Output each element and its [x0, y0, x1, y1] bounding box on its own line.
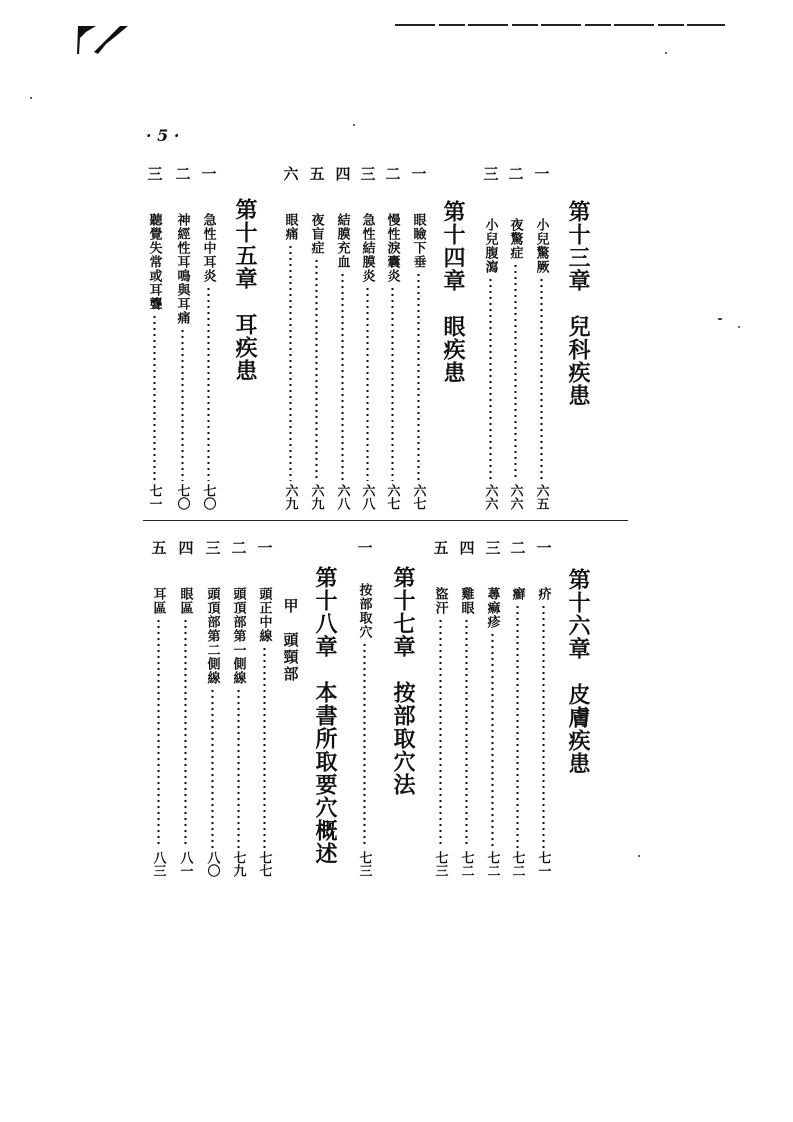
entry-number: 三 — [481, 166, 500, 181]
entry-number: 五 — [307, 166, 326, 181]
entry-number: 四 — [176, 540, 195, 555]
chapter-16-title: 第十六章 皮膚疾患 — [565, 568, 591, 775]
toc-entry[interactable] — [509, 218, 522, 510]
scan-speck — [738, 326, 740, 328]
entry-number: 一 — [534, 540, 553, 555]
entry-title: 耳區 — [150, 587, 166, 615]
entry-title: 雞眼 — [458, 587, 474, 615]
entry-number: 二 — [173, 166, 192, 181]
entry-page: 六六 — [482, 484, 498, 510]
toc-entry[interactable] — [412, 213, 425, 510]
entry-title: 急性結膜炎 — [359, 213, 375, 283]
entry-page: 七三 — [356, 851, 372, 877]
toc-entry[interactable] — [361, 213, 374, 510]
entry-page: 七〇 — [200, 484, 216, 510]
toc-entry[interactable] — [206, 587, 219, 877]
entry-page: 八一 — [177, 851, 193, 877]
leader-dots — [363, 642, 365, 848]
entry-page: 七二 — [509, 851, 525, 877]
entry-page: 七七 — [256, 851, 272, 877]
scan-top-rule — [395, 24, 725, 26]
leader-dots — [315, 258, 317, 481]
leader-dots — [491, 632, 493, 848]
scan-speck — [665, 52, 667, 54]
entry-page: 八三 — [150, 851, 166, 877]
toc-entry[interactable] — [148, 213, 161, 510]
leader-dots — [516, 604, 518, 848]
chapter-14-title: 第十四章 眼疾患 — [440, 200, 466, 384]
toc-entry[interactable] — [535, 218, 548, 510]
leader-dots — [211, 688, 213, 848]
entry-number: 二 — [383, 166, 402, 181]
leader-dots — [263, 646, 265, 848]
entry-page: 六五 — [533, 484, 549, 510]
entry-number: 三 — [358, 166, 377, 181]
toc-entry[interactable] — [258, 587, 271, 877]
entry-title: 眼區 — [177, 587, 193, 615]
leader-dots — [157, 618, 159, 848]
entry-title: 頭頂部第二側線 — [204, 587, 220, 685]
entry-number: 二 — [229, 540, 248, 555]
scan-speck — [718, 318, 722, 320]
leader-dots — [391, 286, 393, 481]
leader-dots — [181, 328, 183, 481]
entry-title: 癬 — [509, 587, 525, 601]
entry-number: 五 — [149, 540, 168, 555]
entry-title: 疥 — [535, 587, 551, 601]
section-divider — [143, 520, 628, 521]
entry-page: 六七 — [410, 484, 426, 510]
entry-page: 八〇 — [204, 851, 220, 877]
chapter-15-title: 第十五章 耳疾患 — [232, 198, 258, 382]
scan-speck — [30, 97, 32, 99]
entry-page: 七九 — [230, 851, 246, 877]
entry-number: 二 — [506, 166, 525, 181]
scan-corner-smudge-icon — [76, 24, 132, 58]
leader-dots — [542, 604, 544, 848]
entry-title: 神經性耳鳴與耳痛 — [174, 213, 190, 325]
entry-page: 六七 — [384, 484, 400, 510]
entry-page: 六九 — [282, 484, 298, 510]
page-number-marker: · 5 · — [146, 126, 180, 145]
toc-entry[interactable] — [310, 213, 323, 510]
entry-page: 七二 — [484, 851, 500, 877]
entry-title: 頭正中線 — [256, 587, 272, 643]
toc-entry[interactable] — [486, 587, 499, 877]
entry-number: 一 — [255, 540, 274, 555]
entry-page: 六九 — [308, 484, 324, 510]
toc-entry[interactable] — [511, 587, 524, 877]
chapter-13-title: 第十三章 兒科疾患 — [565, 200, 591, 407]
toc-entry[interactable] — [176, 213, 189, 510]
entry-title: 眼痛 — [282, 213, 298, 241]
entry-title: 按部取穴 — [356, 583, 372, 639]
entry-title: 慢性淚囊炎 — [384, 213, 400, 283]
toc-entry[interactable] — [358, 583, 371, 877]
toc-entry[interactable] — [484, 218, 497, 510]
entry-number: 四 — [333, 166, 352, 181]
leader-dots — [184, 618, 186, 848]
toc-entry[interactable] — [179, 587, 192, 877]
toc-entry[interactable] — [152, 587, 165, 877]
entry-page: 六八 — [334, 484, 350, 510]
leader-dots — [153, 314, 155, 481]
entry-number: 一 — [532, 166, 551, 181]
entry-page: 七三 — [432, 851, 448, 877]
toc-entry[interactable] — [460, 587, 473, 877]
entry-page: 六八 — [359, 484, 375, 510]
scan-speck — [353, 124, 355, 126]
entry-page: 六六 — [507, 484, 523, 510]
entry-title: 聽覺失常或耳聾 — [146, 213, 162, 311]
entry-number: 三 — [145, 166, 164, 181]
scan-speck — [638, 855, 640, 857]
toc-entry[interactable] — [336, 213, 349, 510]
toc-entry[interactable] — [284, 213, 297, 510]
entry-title: 眼瞼下垂 — [410, 213, 426, 269]
leader-dots — [514, 263, 516, 481]
entry-number: 二 — [508, 540, 527, 555]
chapter-18-title: 第十八章 本書所取要穴概述 — [312, 566, 338, 865]
entry-number: 三 — [483, 540, 502, 555]
leader-dots — [417, 272, 419, 481]
toc-entry[interactable] — [434, 587, 447, 877]
entry-number: 三 — [203, 540, 222, 555]
entry-page: 七一 — [535, 851, 551, 877]
entry-title: 小兒腹瀉 — [482, 218, 498, 274]
entry-title: 小兒驚厥 — [533, 218, 549, 274]
section-heading: 甲 頭頸部 — [281, 598, 300, 683]
entry-title: 盜汗 — [432, 587, 448, 615]
leader-dots — [439, 618, 441, 848]
leader-dots — [489, 277, 491, 481]
toc-entry[interactable] — [202, 213, 215, 510]
leader-dots — [289, 244, 291, 481]
chapter-17-title: 第十七章 按部取穴法 — [390, 566, 416, 796]
entry-title: 結膜充血 — [334, 213, 350, 269]
leader-dots — [465, 618, 467, 848]
leader-dots — [237, 688, 239, 848]
toc-entry[interactable] — [232, 587, 245, 877]
entry-number: 一 — [199, 166, 218, 181]
leader-dots — [207, 286, 209, 481]
leader-dots — [341, 272, 343, 481]
entry-title: 頭頂部第一側線 — [230, 587, 246, 685]
entry-page: 七〇 — [174, 484, 190, 510]
entry-page: 七二 — [458, 851, 474, 877]
entry-number: 五 — [431, 540, 450, 555]
entry-number: 一 — [409, 166, 428, 181]
entry-title: 蕁痲疹 — [484, 587, 500, 629]
entry-title: 夜驚症 — [507, 218, 523, 260]
entry-number: 四 — [457, 540, 476, 555]
entry-number: 一 — [355, 540, 374, 555]
entry-title: 急性中耳炎 — [200, 213, 216, 283]
entry-page: 七一 — [146, 484, 162, 510]
toc-entry[interactable] — [537, 587, 550, 877]
toc-entry[interactable] — [386, 213, 399, 510]
leader-dots — [540, 277, 542, 481]
leader-dots — [366, 286, 368, 481]
entry-title: 夜盲症 — [308, 213, 324, 255]
entry-number: 六 — [281, 166, 300, 181]
